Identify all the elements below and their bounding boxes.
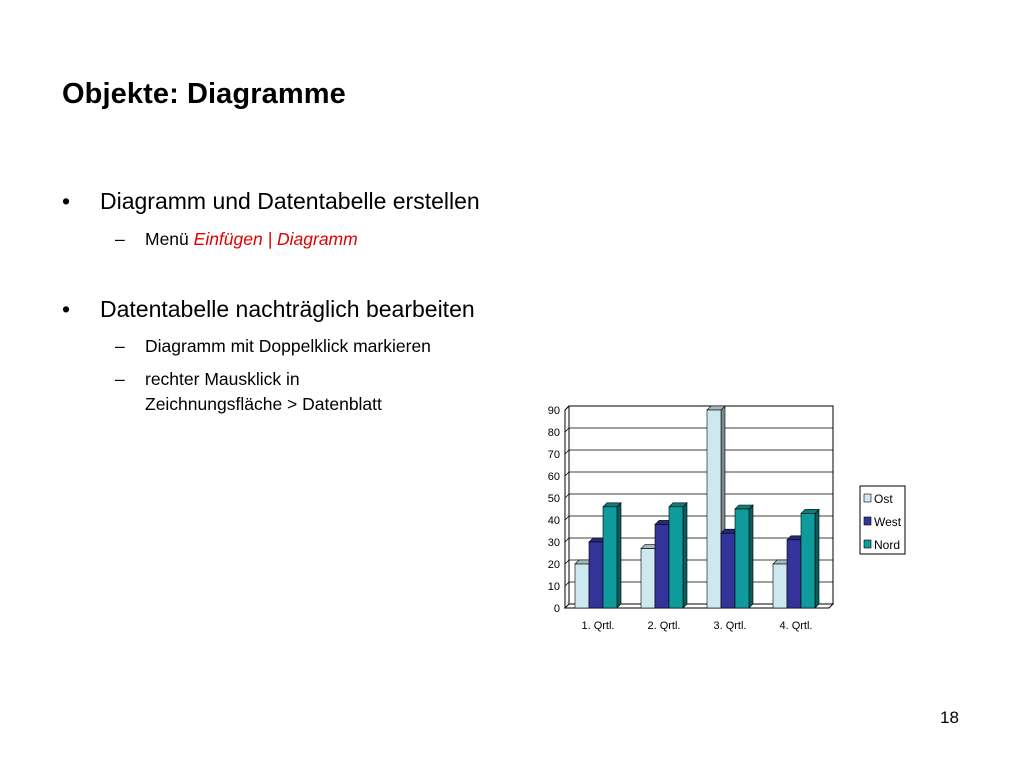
bar-ost: [707, 410, 721, 608]
y-tick-label: 90: [547, 405, 560, 417]
sub-bullet-text-line2: Zeichnungsfläche > Datenblatt: [145, 394, 382, 414]
bullet-dot: •: [62, 296, 71, 322]
y-tick-label: 40: [547, 515, 560, 527]
gridline-depth: [565, 538, 569, 542]
y-tick-label: 70: [547, 449, 560, 461]
legend-label-nord: Nord: [874, 538, 901, 552]
gridline-depth: [565, 494, 569, 498]
bar-west: [655, 524, 669, 608]
sub-bullet-dash: –: [115, 369, 125, 389]
legend-swatch-ost: [864, 494, 871, 502]
bar-west: [589, 542, 603, 608]
y-tick-label: 80: [547, 427, 560, 439]
gridline-depth: [565, 582, 569, 586]
bar-ost: [641, 549, 655, 608]
gridline-depth: [565, 450, 569, 454]
bar-nord: [603, 507, 617, 608]
bullet-dot: •: [62, 188, 71, 214]
bar-nord: [735, 509, 749, 608]
bar-side: [749, 505, 753, 608]
sub-bullet-dash: –: [115, 229, 125, 249]
sub-bullet-text-line1: rechter Mausklick in: [145, 369, 300, 389]
y-tick-label: 0: [553, 603, 560, 615]
gridline-depth: [565, 428, 569, 432]
y-axis-depth: [565, 406, 569, 410]
page-number: 18: [940, 708, 959, 727]
legend-swatch-west: [864, 517, 871, 525]
bar-west: [787, 540, 801, 608]
gridline-depth: [565, 516, 569, 520]
x-tick-label: 1. Qrtl.: [581, 620, 615, 632]
y-tick-label: 20: [547, 559, 560, 571]
x-tick-label: 2. Qrtl.: [647, 620, 681, 632]
bar-nord: [669, 507, 683, 608]
y-tick-label: 10: [547, 581, 560, 593]
slide-title: Objekte: Diagramme: [62, 78, 346, 110]
bar-nord: [801, 513, 815, 608]
gridline-depth: [565, 560, 569, 564]
gridline-depth: [565, 472, 569, 476]
bullet-text: Diagramm und Datentabelle erstellen: [100, 188, 480, 214]
sub-bullet-prefix: Menü: [145, 229, 194, 249]
menu-path-highlight: Einfügen | Diagramm: [193, 229, 358, 249]
x-tick-label: 4. Qrtl.: [779, 620, 813, 632]
legend-swatch-nord: [864, 540, 871, 548]
bar-side: [683, 503, 687, 608]
bar-side: [617, 503, 621, 608]
y-tick-label: 50: [547, 493, 560, 505]
bar-chart: [535, 402, 915, 647]
x-tick-label: 3. Qrtl.: [713, 620, 747, 632]
bar-side: [815, 509, 819, 608]
y-tick-label: 60: [547, 471, 560, 483]
bar-ost: [773, 564, 787, 608]
sub-bullet-dash: –: [115, 336, 125, 356]
y-tick-label: 30: [547, 537, 560, 549]
bar-ost: [575, 564, 589, 608]
bar-west: [721, 533, 735, 608]
sub-bullet-text: Diagramm mit Doppelklick markieren: [145, 336, 431, 356]
bullet-edit-table: [62, 296, 475, 323]
bullet-create-chart: [62, 188, 480, 215]
legend-label-west: West: [874, 515, 902, 529]
bullet-text: Datentabelle nachträglich bearbeiten: [100, 296, 475, 322]
legend-label-ost: Ost: [874, 492, 893, 506]
